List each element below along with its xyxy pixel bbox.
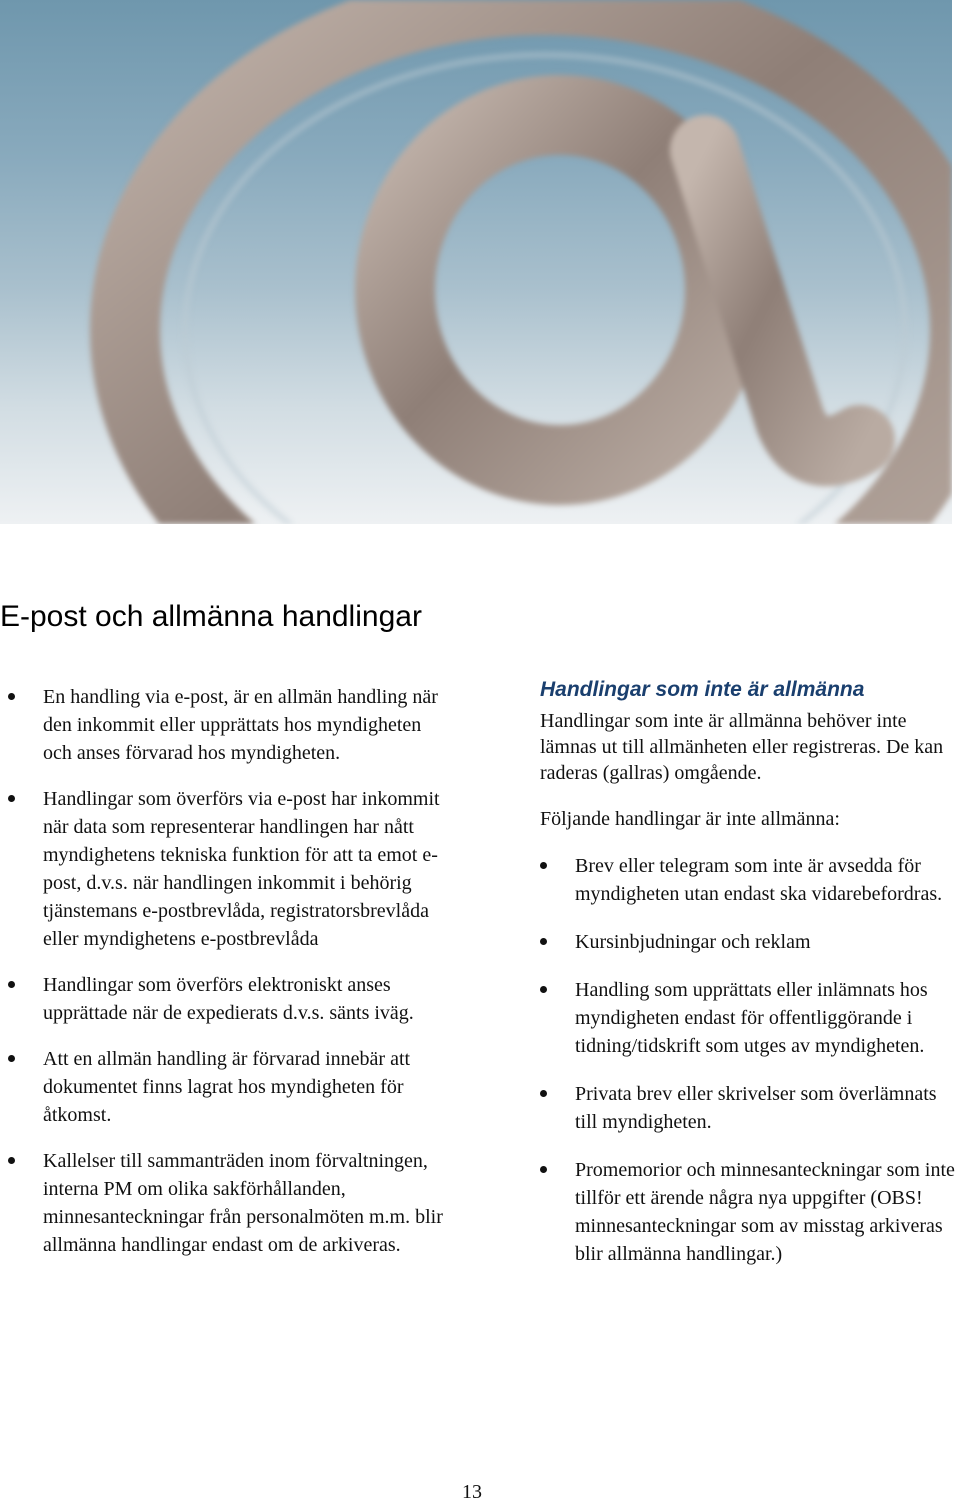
- list-item: Handlingar som överförs via e-post har inkommit när data som representerar handlingen har nått myndighetens tekniska funktion för att ta emot e-post, d.v.s. när handlingen inkommit i behörig tjänstemans e-postbrevlåda, registratorsbrevlåda eller myndighetens e-postbrevlåda: [8, 785, 448, 953]
- list-item: Privata brev eller skrivelser som överlämnats till myndigheten.: [540, 1080, 955, 1136]
- list-item: Handlingar som överförs elektroniskt anses upprättade när de expedierats d.v.s. sänts iväg.: [8, 971, 448, 1027]
- at-sign-graphic: [0, 0, 952, 524]
- page-title: E-post och allmänna handlingar: [0, 600, 422, 633]
- at-sign-photo: [0, 0, 952, 524]
- left-bullet-list: [8, 683, 448, 1259]
- list-item: Handling som upprättats eller inlämnats hos myndigheten endast för offentliggörande i tidning/tidskrift som utges av myndigheten.: [540, 976, 955, 1060]
- left-column: [8, 683, 448, 1277]
- list-item: Kursinbjudningar och reklam: [540, 928, 955, 956]
- section-intro: Handlingar som inte är allmänna behöver inte lämnas ut till allmänheten eller registreras. De kan raderas (gallras) omgående.: [540, 710, 944, 784]
- list-item: Promemorior och minnesanteckningar som inte tillför ett ärende några nya uppgifter (OBS! minnesanteckningar som av misstag arkiveras blir allmänna handlingar.): [540, 1156, 955, 1268]
- section-lead: Följande handlingar är inte allmänna:: [540, 808, 840, 830]
- list-item: Brev eller telegram som inte är avsedda för myndigheten utan endast ska vidarebefordras.: [540, 852, 955, 908]
- section-heading: Handlingar som inte är allmänna: [540, 678, 865, 701]
- right-column: [540, 678, 955, 1288]
- list-item: Kallelser till sammanträden inom förvaltningen, interna PM om olika sakförhållanden, minnesanteckningar från personalmöten m.m. blir allmänna handlingar endast om de arkiveras.: [8, 1147, 448, 1259]
- list-item: Att en allmän handling är förvarad innebär att dokumentet finns lagrat hos myndigheten för åtkomst.: [8, 1045, 448, 1129]
- right-bullet-list: [540, 852, 955, 1268]
- list-item: En handling via e-post, är en allmän handling när den inkommit eller upprättats hos myndigheten och anses förvarad hos myndigheten.: [8, 683, 448, 767]
- page-number: 13: [462, 1481, 482, 1503]
